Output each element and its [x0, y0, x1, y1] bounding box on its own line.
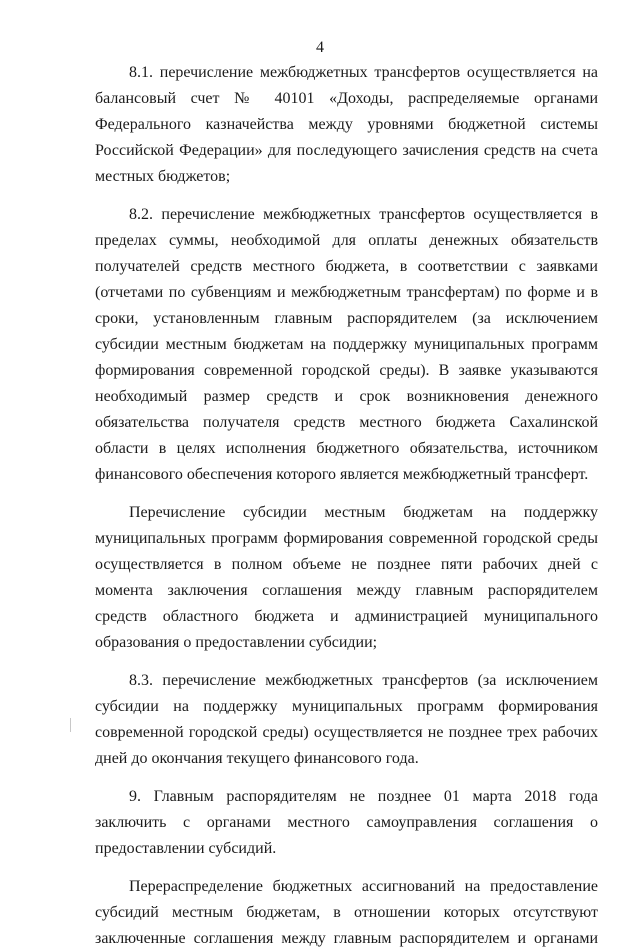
scan-margin-mark [70, 718, 71, 732]
paragraph-redistribution: Перераспределение бюджетных ассигнований на предоставление субсидий местным бюджетам, в отношении которых отсутствуют заключенные соглашения между главным распорядителем и органами [95, 878, 598, 947]
paragraph-8-1: 8.1. перечисление межбюджетных трансфертов осуществляется на балансовый счет № 40101 «Доходы, распределяемые органами Федерального казначейства между уровнями бюджетной системы Российской Федерации» для последующего зачисления средств на счета местных бюджетов; [95, 64, 598, 185]
document-body [95, 60, 598, 952]
paragraph-8-2: 8.2. перечисление межбюджетных трансфертов осуществляется в пределах суммы, необходимой для оплаты денежных обязательств получателей средств местного бюджета, в соответствии с заявками (отчетами по субвенциям и межбюджетным трансфертам) по форме и в сроки, установленным главным распорядителем (за исключением субсидии местным бюджетам на поддержку муниципальных программ формирования современной городской среды). В заявке указываются необходимый размер средств и срок возникновения денежного обязательства получателя средств местного бюджета Сахалинской области в целях исполнения бюджетного обязательства, источником финансового обеспечения которого является межбюджетный трансферт. [95, 206, 598, 483]
page-number: 4 [316, 39, 324, 56]
paragraph-9: 9. Главным распорядителям не позднее 01 марта 2018 года заключить с органами местного самоуправления соглашения о предоставлении субсидий. [95, 788, 598, 857]
paragraph-subsidy-transfer: Перечисление субсидии местным бюджетам на поддержку муниципальных программ формирования современной городской среды осуществляется в полном объеме не позднее пяти рабочих дней с момента заключения соглашения между главным распорядителем средств областного бюджета и администрацией муниципального образования о предоставлении субсидии; [95, 504, 598, 651]
paragraph-8-3: 8.3. перечисление межбюджетных трансфертов (за исключением субсидии на поддержку муниципальных программ формирования современной городской среды) осуществляется не позднее трех рабочих дней до окончания текущего финансового года. [95, 672, 598, 767]
